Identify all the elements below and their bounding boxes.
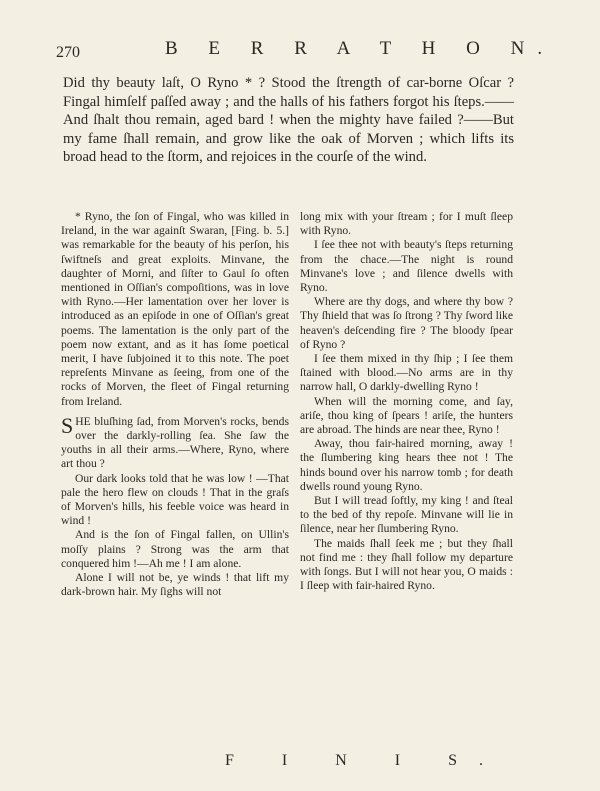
poem-stanza: Away, thou fair-haired morning, away ! the ſlumbering king hears thee not ! The hinds bound over his narrow tomb ; for death dwells round young Ryno.	[300, 437, 513, 493]
poem-stanza	[61, 412, 289, 472]
lead-paragraph-block	[63, 74, 514, 167]
poem-stanza: And is the ſon of Fingal fallen, on Ullin's moſſy plains ? Strong was the arm that conquered him !—Ah me ! I am alone.	[61, 528, 289, 570]
footnote: * Ryno, the ſon of Fingal, who was killed in Ireland, in the war againſt Swaran, [Fing. b. 5.] was remarkable for the beauty of his perſon, his ſwiftneſs and great exploits. Minvane, the daughter of Morni, and ſiſter to Gaul ſo often mentioned in Oſſian's compoſitions, was in love with Ryno.—Her lamentation over her lover is introduced as an epiſode in one of Oſſian's great poems. The lamentation is the only part of the poem now extant, and as it has ſome poetical merit, I have ſubjoined it to this note. The poet repreſents Minvane as ſeeing, from one of the rocks of Morven, the fleet of Fingal returning from Ireland.	[61, 210, 289, 408]
poem-stanza-text: HE bluſhing ſad, from Morven's rocks, bends over the darkly-rolling ſea. She ſaw the youths in all their arms.—Where, Ryno, where art thou ?	[61, 414, 289, 471]
poem-stanza: I ſee them mixed in thy ſhip ; I ſee them ſtained with blood.—No arms are in thy narrow hall, O darkly-dwelling Ryno !	[300, 352, 513, 394]
right-column	[300, 210, 513, 593]
poem-stanza: When will the morning come, and ſay, ariſe, thou king of ſpears ! ariſe, the hunters are abroad. The hinds are near thee, Ryno !	[300, 394, 513, 437]
poem-stanza: Alone I will not be, ye winds ! that lift my dark-brown hair. My ſighs will not	[61, 571, 289, 599]
poem-stanza: The maids ſhall ſeek me ; but they ſhall not find me : they ſhall follow my departure with ſongs. But I will not hear you, O maids : I ſleep with fair-haired Ryno.	[300, 536, 513, 593]
lead-paragraph: Did thy beauty laſt, O Ryno * ? Stood the ſtrength of car-borne Oſcar ? Fingal himſelf paſſed away ; and the halls of his fathers forgot his ſteps.——And ſhalt thou remain, aged bard ! when the mighty have failed ?——But my fame ſhall remain, and grow like the oak of Morven ; which lifts its broad head to the ſtorm, and rejoices in the courſe of the wind.	[63, 75, 514, 166]
poem-stanza: But I will tread ſoftly, my king ! and ſteal to the bed of thy repoſe. Minvane will lie in ſilence, near her ſlumbering Ryno.	[300, 494, 513, 536]
page-number: 270	[56, 44, 80, 61]
poem-stanza: Where are thy dogs, and where thy bow ? Thy ſhield that was ſo ſtrong ? Thy ſword like heaven's deſcending fire ? The bloody ſpear of Ryno ?	[300, 295, 513, 351]
running-title: B E R R A T H O N.	[165, 38, 556, 59]
poem-stanza: I ſee thee not with beauty's ſteps returning from the chace.—The night is round Minvane's love ; and ſilence dwells with Ryno.	[300, 238, 513, 295]
finis: F I N I S.	[225, 752, 506, 769]
poem-stanza: long mix with your ſtream ; for I muſt ſleep with Ryno.	[300, 210, 513, 238]
left-column	[61, 210, 289, 599]
drop-cap: S	[61, 412, 74, 438]
poem-stanza: Our dark looks told that he was low ! —That pale the hero flew on clouds ! That in the graſs of Morven's hills, his feeble voice was heard in wind !	[61, 471, 289, 528]
